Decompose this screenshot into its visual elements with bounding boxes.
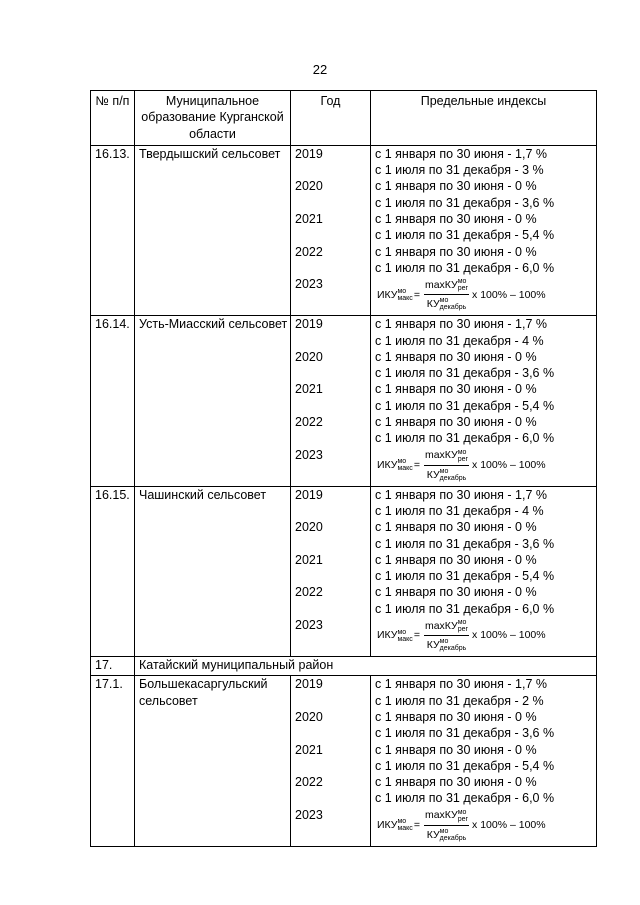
indices-cell [371, 676, 597, 846]
year-value: 2019 [295, 146, 323, 161]
formula-lhs-sub: макс [397, 465, 413, 473]
year-value: 2021 [295, 552, 323, 567]
index-line: с 1 июля по 31 декабря - 3,6 % [375, 536, 555, 551]
formula-equals: = [413, 288, 420, 301]
formula-den-sub: декабрь [439, 304, 467, 312]
indices-cell [371, 316, 597, 486]
year-value: 2019 [295, 487, 323, 502]
index-line: с 1 января по 30 июня - 1,7 % [375, 677, 547, 692]
index-line: с 1 июля по 31 декабря - 5,4 % [375, 758, 555, 773]
formula-denominator [426, 826, 468, 843]
index-line: с 1 июля по 31 декабря - 2 % [375, 693, 544, 708]
formula-lhs-sup: мо [397, 818, 407, 826]
formula-denominator [426, 466, 468, 483]
formula-fraction [424, 618, 469, 654]
formula-den-indices [440, 638, 467, 652]
municipality-name: Усть-Миасский сельсовет [135, 316, 291, 486]
formula-den-indices [440, 297, 467, 311]
region-row [91, 657, 597, 676]
formula-num-sup: мо [457, 278, 467, 286]
formula-num-sup: мо [457, 618, 467, 626]
year-value: 2023 [295, 618, 323, 633]
page-number: 22 [312, 62, 328, 77]
year-value: 2020 [295, 520, 323, 535]
index-line: с 1 июля по 31 декабря - 5,4 % [375, 398, 555, 413]
header-indices: Предельные индексы [371, 91, 597, 146]
index-line: с 1 июля по 31 декабря - 3 % [375, 163, 544, 178]
formula-equals: = [413, 629, 420, 642]
year-value: 2020 [295, 349, 323, 364]
formula-den-text: КУ [426, 828, 440, 841]
index-line: с 1 января по 30 июня - 0 % [375, 742, 537, 757]
index-line: с 1 января по 30 июня - 1,7 % [375, 317, 547, 332]
formula-lhs-sub: макс [397, 825, 413, 833]
index-line: с 1 июля по 31 декабря - 6,0 % [375, 260, 555, 275]
year-value: 2021 [295, 742, 323, 757]
index-line: с 1 июля по 31 декабря - 5,4 % [375, 569, 555, 584]
index-line: с 1 января по 30 июня - 0 % [375, 244, 537, 259]
formula-max-index [375, 617, 594, 654]
formula-num-text: maxКУ [424, 809, 458, 822]
formula-max-index [375, 447, 594, 484]
row-number: 16.14. [91, 316, 135, 486]
formula-tail: x 100% – 100% [472, 629, 546, 642]
formula-num-indices [458, 449, 468, 463]
formula-tail: x 100% – 100% [472, 819, 546, 832]
formula-num-text: maxКУ [424, 278, 458, 291]
formula-lhs: ИКУ [377, 819, 398, 832]
index-line: с 1 января по 30 июня - 0 % [375, 775, 537, 790]
year-value: 2020 [295, 179, 323, 194]
formula-num-sup: мо [457, 808, 467, 816]
row-number: 16.13. [91, 145, 135, 315]
formula-num-text: maxКУ [424, 449, 458, 462]
year-value: 2020 [295, 709, 323, 724]
index-line: с 1 января по 30 июня - 0 % [375, 382, 537, 397]
formula-num-indices [458, 278, 468, 292]
year-cell [291, 316, 371, 486]
table-header-row [91, 91, 597, 146]
formula-lhs-sub: макс [397, 294, 413, 302]
index-line: с 1 июля по 31 декабря - 4 % [375, 503, 544, 518]
formula-den-indices [440, 468, 467, 482]
table-row [91, 145, 597, 315]
index-line: с 1 июля по 31 декабря - 3,6 % [375, 195, 555, 210]
formula-num-sup: мо [457, 448, 467, 456]
region-number: 17. [91, 657, 135, 676]
formula-denominator [426, 636, 468, 653]
formula-denominator [426, 295, 468, 312]
formula-lhs: ИКУ [377, 458, 398, 471]
formula-numerator [424, 277, 469, 295]
year-value: 2021 [295, 212, 323, 227]
row-number: 16.15. [91, 486, 135, 656]
formula-num-text: maxКУ [424, 619, 458, 632]
formula-den-text: КУ [426, 298, 440, 311]
year-value: 2022 [295, 244, 323, 259]
municipality-name: Чашинский сельсовет [135, 486, 291, 656]
formula-fraction [424, 447, 469, 483]
year-value: 2022 [295, 775, 323, 790]
year-value: 2023 [295, 807, 323, 822]
header-number: № п/п [91, 91, 135, 146]
table-row [91, 316, 597, 486]
formula-den-sub: декабрь [439, 645, 467, 653]
index-line: с 1 января по 30 июня - 0 % [375, 212, 537, 227]
formula-numerator [424, 447, 469, 465]
index-line: с 1 июля по 31 декабря - 6,0 % [375, 431, 555, 446]
index-line: с 1 июля по 31 декабря - 5,4 % [375, 228, 555, 243]
index-line: с 1 января по 30 июня - 0 % [375, 349, 537, 364]
formula-num-sub: рег [457, 625, 469, 633]
formula-lhs: ИКУ [377, 629, 398, 642]
index-line: с 1 июля по 31 декабря - 3,6 % [375, 366, 555, 381]
index-line: с 1 июля по 31 декабря - 4 % [375, 333, 544, 348]
formula-num-sub: рег [457, 455, 469, 463]
index-line: с 1 июля по 31 декабря - 6,0 % [375, 601, 555, 616]
formula-lhs-indices [397, 629, 412, 643]
year-value: 2022 [295, 585, 323, 600]
municipality-name: Большекасаргульский сельсовет [135, 676, 291, 846]
index-line: с 1 января по 30 июня - 0 % [375, 585, 537, 600]
index-line: с 1 января по 30 июня - 1,7 % [375, 487, 547, 502]
index-line: с 1 января по 30 июня - 0 % [375, 415, 537, 430]
tariff-index-table [90, 90, 597, 847]
formula-equals: = [413, 458, 420, 471]
header-municipality: Муниципальное образование Курганской области [135, 91, 291, 146]
index-line: с 1 января по 30 июня - 0 % [375, 552, 537, 567]
formula-num-indices [458, 809, 468, 823]
formula-lhs: ИКУ [377, 288, 398, 301]
formula-den-text: КУ [426, 639, 440, 652]
indices-cell [371, 486, 597, 656]
year-value: 2019 [295, 317, 323, 332]
index-line: с 1 января по 30 июня - 0 % [375, 709, 537, 724]
header-year: Год [291, 91, 371, 146]
formula-equals: = [413, 819, 420, 832]
year-value: 2023 [295, 447, 323, 462]
index-line: с 1 января по 30 июня - 0 % [375, 520, 537, 535]
municipality-name: Твердышский сельсовет [135, 145, 291, 315]
formula-den-indices [440, 828, 467, 842]
year-value: 2023 [295, 277, 323, 292]
year-value: 2022 [295, 415, 323, 430]
formula-max-index [375, 807, 594, 844]
formula-den-sup: мо [439, 638, 449, 646]
index-line: с 1 июля по 31 декабря - 3,6 % [375, 726, 555, 741]
year-value: 2019 [295, 677, 323, 692]
formula-lhs-sup: мо [397, 628, 407, 636]
formula-lhs-sup: мо [397, 287, 407, 295]
row-number: 17.1. [91, 676, 135, 846]
formula-den-sup: мо [439, 827, 449, 835]
formula-den-sup: мо [439, 297, 449, 305]
formula-num-indices [458, 619, 468, 633]
index-line: с 1 января по 30 июня - 0 % [375, 179, 537, 194]
formula-lhs-indices [397, 818, 412, 832]
formula-numerator [424, 807, 469, 825]
formula-num-sub: рег [457, 815, 469, 823]
formula-den-sub: декабрь [439, 834, 467, 842]
year-value: 2021 [295, 382, 323, 397]
table-row [91, 676, 597, 846]
formula-lhs-sup: мо [397, 458, 407, 466]
region-name: Катайский муниципальный район [135, 657, 597, 676]
formula-tail: x 100% – 100% [472, 288, 546, 301]
index-line: с 1 июля по 31 декабря - 6,0 % [375, 791, 555, 806]
year-cell [291, 486, 371, 656]
formula-lhs-indices [397, 458, 412, 472]
formula-tail: x 100% – 100% [472, 458, 546, 471]
formula-fraction [424, 807, 469, 843]
formula-den-sup: мо [439, 467, 449, 475]
formula-num-sub: рег [457, 285, 469, 293]
formula-fraction [424, 277, 469, 313]
formula-lhs-indices [397, 288, 412, 302]
indices-cell [371, 145, 597, 315]
year-cell [291, 145, 371, 315]
formula-den-sub: декабрь [439, 474, 467, 482]
table-row [91, 486, 597, 656]
formula-den-text: КУ [426, 468, 440, 481]
year-cell [291, 676, 371, 846]
formula-max-index [375, 276, 594, 313]
index-line: с 1 января по 30 июня - 1,7 % [375, 146, 547, 161]
formula-lhs-sub: макс [397, 635, 413, 643]
formula-numerator [424, 618, 469, 636]
